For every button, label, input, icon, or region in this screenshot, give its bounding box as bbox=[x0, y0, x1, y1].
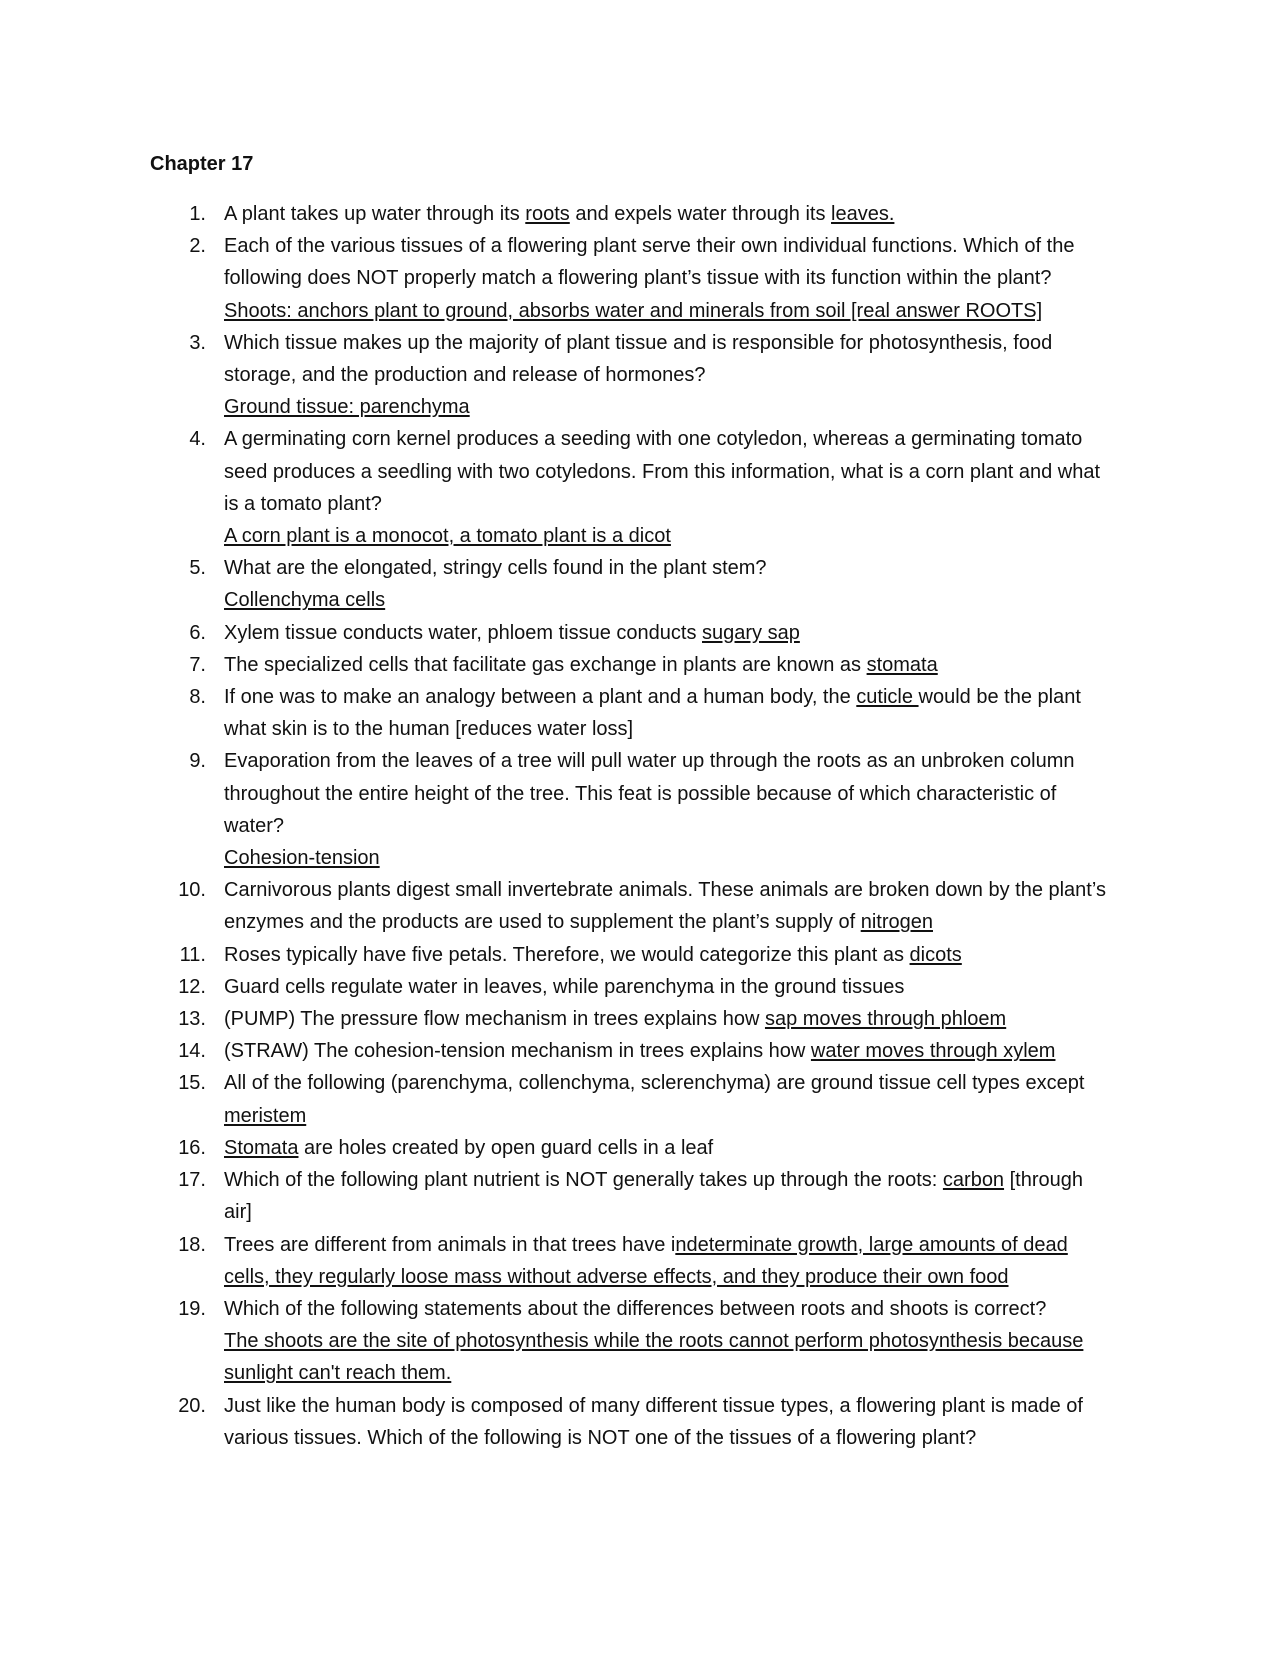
question-item bbox=[150, 230, 1110, 327]
question-item bbox=[150, 617, 1110, 649]
question-number: 4. bbox=[189, 428, 206, 451]
question-item bbox=[150, 745, 1110, 874]
question-number: 14. bbox=[178, 1040, 206, 1063]
question-text bbox=[224, 745, 1110, 874]
question-text bbox=[224, 617, 1110, 649]
question-text bbox=[224, 423, 1110, 552]
question-segment: are holes created by open guard cells in a leaf bbox=[298, 1136, 714, 1159]
question-item bbox=[150, 1035, 1110, 1067]
answer-text: nitrogen bbox=[860, 911, 933, 934]
question-segment: Trees are different from animals in that trees have i bbox=[224, 1233, 676, 1256]
answer-text: Shoots: anchors plant to ground, absorbs water and minerals from soil [real answer ROOTS] bbox=[224, 299, 1043, 322]
answer-text: Cohesion-tension bbox=[224, 847, 380, 870]
question-item bbox=[150, 1132, 1110, 1164]
question-number: 6. bbox=[189, 621, 206, 644]
question-number: 5. bbox=[189, 557, 206, 580]
question-number: 1. bbox=[189, 203, 206, 225]
answer-text: meristem bbox=[224, 1104, 307, 1127]
question-item bbox=[150, 1229, 1110, 1293]
question-item bbox=[150, 1067, 1110, 1131]
question-text bbox=[224, 1164, 1110, 1228]
question-segment: A plant takes up water through its bbox=[224, 203, 526, 225]
question-item bbox=[150, 1003, 1110, 1035]
question-text bbox=[224, 874, 1110, 938]
answer-text: water moves through xylem bbox=[810, 1040, 1056, 1063]
question-list bbox=[150, 198, 1110, 1454]
question-segment: Which of the following plant nutrient is NOT generally takes up through the roots: bbox=[224, 1169, 943, 1192]
question-segment: Roses typically have five petals. Therefore, we would categorize this plant as bbox=[224, 943, 910, 966]
question-number: 15. bbox=[178, 1072, 206, 1095]
question-item bbox=[150, 874, 1110, 938]
question-segment: would be the plant what skin is to the human [reduces water loss] bbox=[224, 686, 1081, 741]
question-number: 12. bbox=[178, 975, 206, 998]
question-text bbox=[224, 552, 1110, 616]
document-page bbox=[150, 150, 1110, 1454]
question-segment: (STRAW) The cohesion-tension mechanism in trees explains how bbox=[224, 1040, 811, 1063]
question-segment: If one was to make an analogy between a plant and a human body, the bbox=[224, 686, 857, 709]
answer-text: Collenchyma cells bbox=[224, 589, 386, 612]
question-text bbox=[224, 230, 1110, 327]
answer-text: leaves. bbox=[831, 203, 895, 225]
question-text bbox=[224, 681, 1110, 745]
question-text bbox=[224, 198, 1110, 230]
question-item bbox=[150, 1164, 1110, 1228]
question-item bbox=[150, 939, 1110, 971]
question-number: 20. bbox=[178, 1394, 206, 1417]
question-number: 9. bbox=[189, 750, 206, 773]
question-item bbox=[150, 1293, 1110, 1390]
question-text bbox=[224, 1132, 1110, 1164]
question-number: 7. bbox=[189, 653, 206, 676]
answer-text: dicots bbox=[909, 943, 962, 966]
question-segment: The specialized cells that facilitate gas exchange in plants are known as bbox=[224, 653, 867, 676]
question-segment: All of the following (parenchyma, collenchyma, sclerenchyma) are ground tissue cell types except bbox=[224, 1072, 1085, 1095]
question-segment: Carnivorous plants digest small invertebrate animals. These animals are broken down by the plant’s enzymes and the products are used to supplement the plant’s supply of bbox=[224, 879, 1106, 934]
question-item bbox=[150, 681, 1110, 745]
answer-text: stomata bbox=[866, 653, 938, 676]
question-item bbox=[150, 649, 1110, 681]
question-segment: Which tissue makes up the majority of plant tissue and is responsible for photosynthesis, food storage, and the production and release of hormones? bbox=[224, 331, 1053, 387]
question-number: 18. bbox=[178, 1233, 206, 1256]
answer-text: Ground tissue: parenchyma bbox=[224, 396, 470, 419]
question-text bbox=[224, 327, 1110, 424]
question-text bbox=[224, 1067, 1110, 1131]
question-segment: Guard cells regulate water in leaves, while parenchyma in the ground tissues bbox=[224, 975, 905, 998]
answer-text: carbon bbox=[942, 1169, 1005, 1192]
question-number: 17. bbox=[178, 1169, 206, 1192]
question-segment: Just like the human body is composed of many different tissue types, a flowering plant is made of various tissues. Which of the following is NOT one of the tissues of a flowering plant? bbox=[224, 1394, 1083, 1449]
question-number: 19. bbox=[178, 1297, 206, 1320]
question-text bbox=[224, 649, 1110, 681]
question-number: 13. bbox=[178, 1008, 206, 1031]
answer-text: Stomata bbox=[224, 1136, 299, 1159]
answer-text: The shoots are the site of photosynthesis while the roots cannot perform photosynthesis because sunlight can't reach them. bbox=[224, 1330, 1084, 1385]
question-text bbox=[224, 1293, 1110, 1390]
answer-text: cuticle bbox=[856, 686, 919, 709]
question-number: 8. bbox=[189, 686, 206, 709]
question-item bbox=[150, 1390, 1110, 1454]
question-number: 16. bbox=[178, 1136, 206, 1159]
question-segment: (PUMP) The pressure flow mechanism in trees explains how bbox=[224, 1008, 765, 1031]
question-text bbox=[224, 1003, 1110, 1035]
question-item bbox=[150, 552, 1110, 616]
question-text bbox=[224, 971, 1110, 1003]
question-segment: Xylem tissue conducts water, phloem tissue conducts bbox=[224, 621, 703, 644]
question-number: 3. bbox=[189, 331, 206, 354]
question-segment: Which of the following statements about the differences between roots and shoots is correct? bbox=[224, 1297, 1047, 1320]
question-segment: Evaporation from the leaves of a tree will pull water up through the roots as an unbroken column throughout the entire height of the tree. This feat is possible because of which characteristic of water? bbox=[224, 750, 1075, 837]
question-number: 10. bbox=[178, 879, 206, 902]
answer-text: sap moves through phloem bbox=[764, 1008, 1007, 1031]
question-item bbox=[150, 423, 1110, 552]
answer-text: A corn plant is a monocot, a tomato plant is a dicot bbox=[224, 525, 671, 548]
answer-text: sugary sap bbox=[702, 621, 800, 644]
question-text bbox=[224, 1390, 1110, 1454]
question-segment: A germinating corn kernel produces a seeding with one cotyledon, whereas a germinating tomato seed produces a seedling with two cotyledons. From this information, what is a corn plant and what is a tomato plant? bbox=[224, 428, 1101, 515]
question-number: 2. bbox=[189, 235, 206, 258]
question-item bbox=[150, 327, 1110, 424]
question-item bbox=[150, 971, 1110, 1003]
question-text bbox=[224, 1229, 1110, 1293]
question-segment: What are the elongated, stringy cells found in the plant stem? bbox=[224, 557, 767, 580]
question-text bbox=[224, 939, 1110, 971]
question-segment: [through air] bbox=[224, 1169, 1084, 1224]
chapter-title: Chapter 17 bbox=[150, 153, 254, 175]
question-item bbox=[150, 198, 1110, 230]
answer-text: ndeterminate growth, large amounts of dead cells, they regularly loose mass without adverse effects, and they produce their own food bbox=[224, 1233, 1068, 1288]
answer-text: roots bbox=[525, 203, 570, 225]
question-number: 11. bbox=[179, 943, 206, 966]
question-segment: Each of the various tissues of a flowering plant serve their own individual functions. Which of the following does NOT properly match a flowering plant’s tissue with its function within the plant? bbox=[224, 235, 1075, 290]
question-segment: and expels water through its bbox=[569, 203, 832, 225]
question-text bbox=[224, 1035, 1110, 1067]
